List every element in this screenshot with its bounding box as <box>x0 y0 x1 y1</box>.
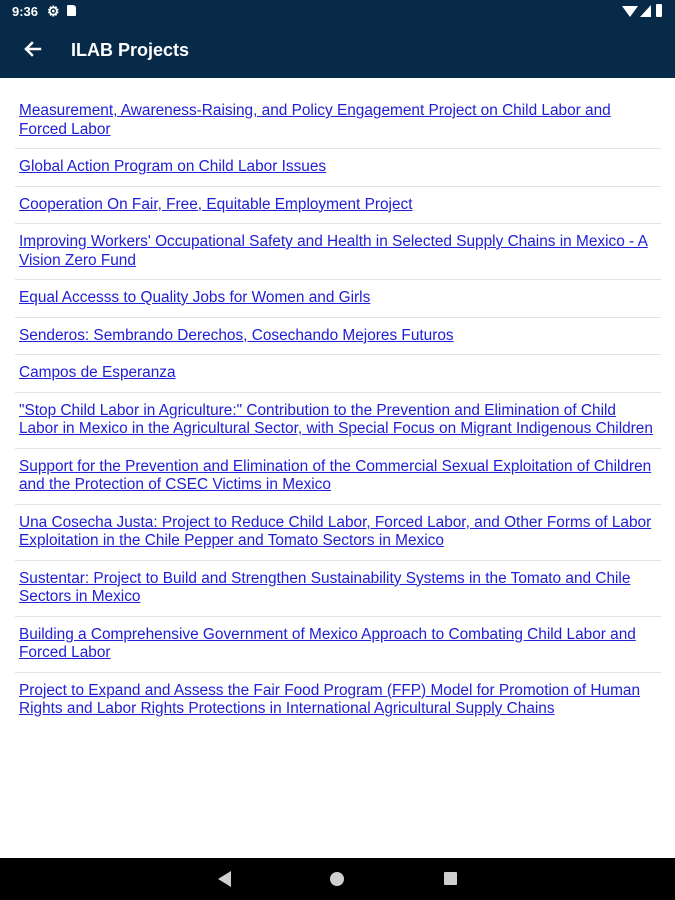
wifi-icon <box>622 6 638 17</box>
sd-card-icon <box>67 5 76 16</box>
project-link[interactable]: Senderos: Sembrando Derechos, Cosechando Mejores Futuros <box>19 326 454 344</box>
list-item <box>15 449 661 505</box>
status-bar <box>0 0 675 22</box>
project-link[interactable]: Una Cosecha Justa: Project to Reduce Child Labor, Forced Labor, and Other Forms of Labor Exploitation in the Chile Pepper and Tomato Sectors in Mexico <box>19 513 652 549</box>
list-item <box>15 355 661 393</box>
project-link[interactable]: Building a Comprehensive Government of Mexico Approach to Combating Child Labor and Forced Labor <box>19 625 636 661</box>
project-link[interactable]: "Stop Child Labor in Agriculture:" Contribution to the Prevention and Elimination of Child Labor in Mexico in the Agricultural Sector, with Special Focus on Migrant Indigenous Children <box>19 401 653 437</box>
list-item <box>15 617 661 673</box>
page-title: ILAB Projects <box>71 40 190 60</box>
list-item <box>15 505 661 561</box>
arrow-back-icon <box>18 34 48 64</box>
list-item <box>15 187 661 225</box>
nav-back-icon[interactable] <box>218 871 231 887</box>
back-button[interactable] <box>18 34 48 64</box>
project-link[interactable]: Improving Workers' Occupational Safety and Health in Selected Supply Chains in Mexico - A Vision Zero Fund <box>19 233 648 269</box>
list-item <box>15 149 661 187</box>
list-item <box>15 318 661 356</box>
status-time: 9:36 <box>12 4 39 19</box>
project-link[interactable]: Equal Accesss to Quality Jobs for Women and Girls <box>19 289 371 306</box>
project-link[interactable]: Global Action Program on Child Labor Issues <box>19 158 327 175</box>
list-item <box>15 93 661 149</box>
list-item <box>15 393 661 449</box>
project-link[interactable]: Campos de Esperanza <box>19 364 176 381</box>
list-item <box>15 280 661 318</box>
project-link[interactable]: Project to Expand and Assess the Fair Food Program (FFP) Model for Promotion of Human Rights and Labor Rights Protections in International Agricultural Supply Chains <box>19 681 641 717</box>
project-link[interactable]: Support for the Prevention and Elimination of the Commercial Sexual Exploitation of Children and the Protection of CSEC Victims in Mexico <box>19 457 652 493</box>
system-nav-bar <box>0 858 675 900</box>
list-item <box>15 224 661 280</box>
project-list <box>15 93 661 728</box>
nav-recents-icon[interactable] <box>444 872 457 885</box>
battery-icon <box>656 4 662 17</box>
app-bar <box>0 22 675 78</box>
project-link[interactable]: Sustentar: Project to Build and Strengthen Sustainability Systems in the Tomato and Chile Sectors in Mexico <box>19 569 631 605</box>
cell-signal-icon <box>640 5 651 17</box>
list-item <box>15 673 661 728</box>
list-item <box>15 561 661 617</box>
project-link[interactable]: Cooperation On Fair, Free, Equitable Employment Project <box>19 195 413 213</box>
project-link[interactable]: Measurement, Awareness-Raising, and Policy Engagement Project on Child Labor and Forced Labor <box>19 102 611 138</box>
settings-gear-icon: ⚙ <box>47 3 60 19</box>
nav-home-icon[interactable] <box>330 872 344 886</box>
